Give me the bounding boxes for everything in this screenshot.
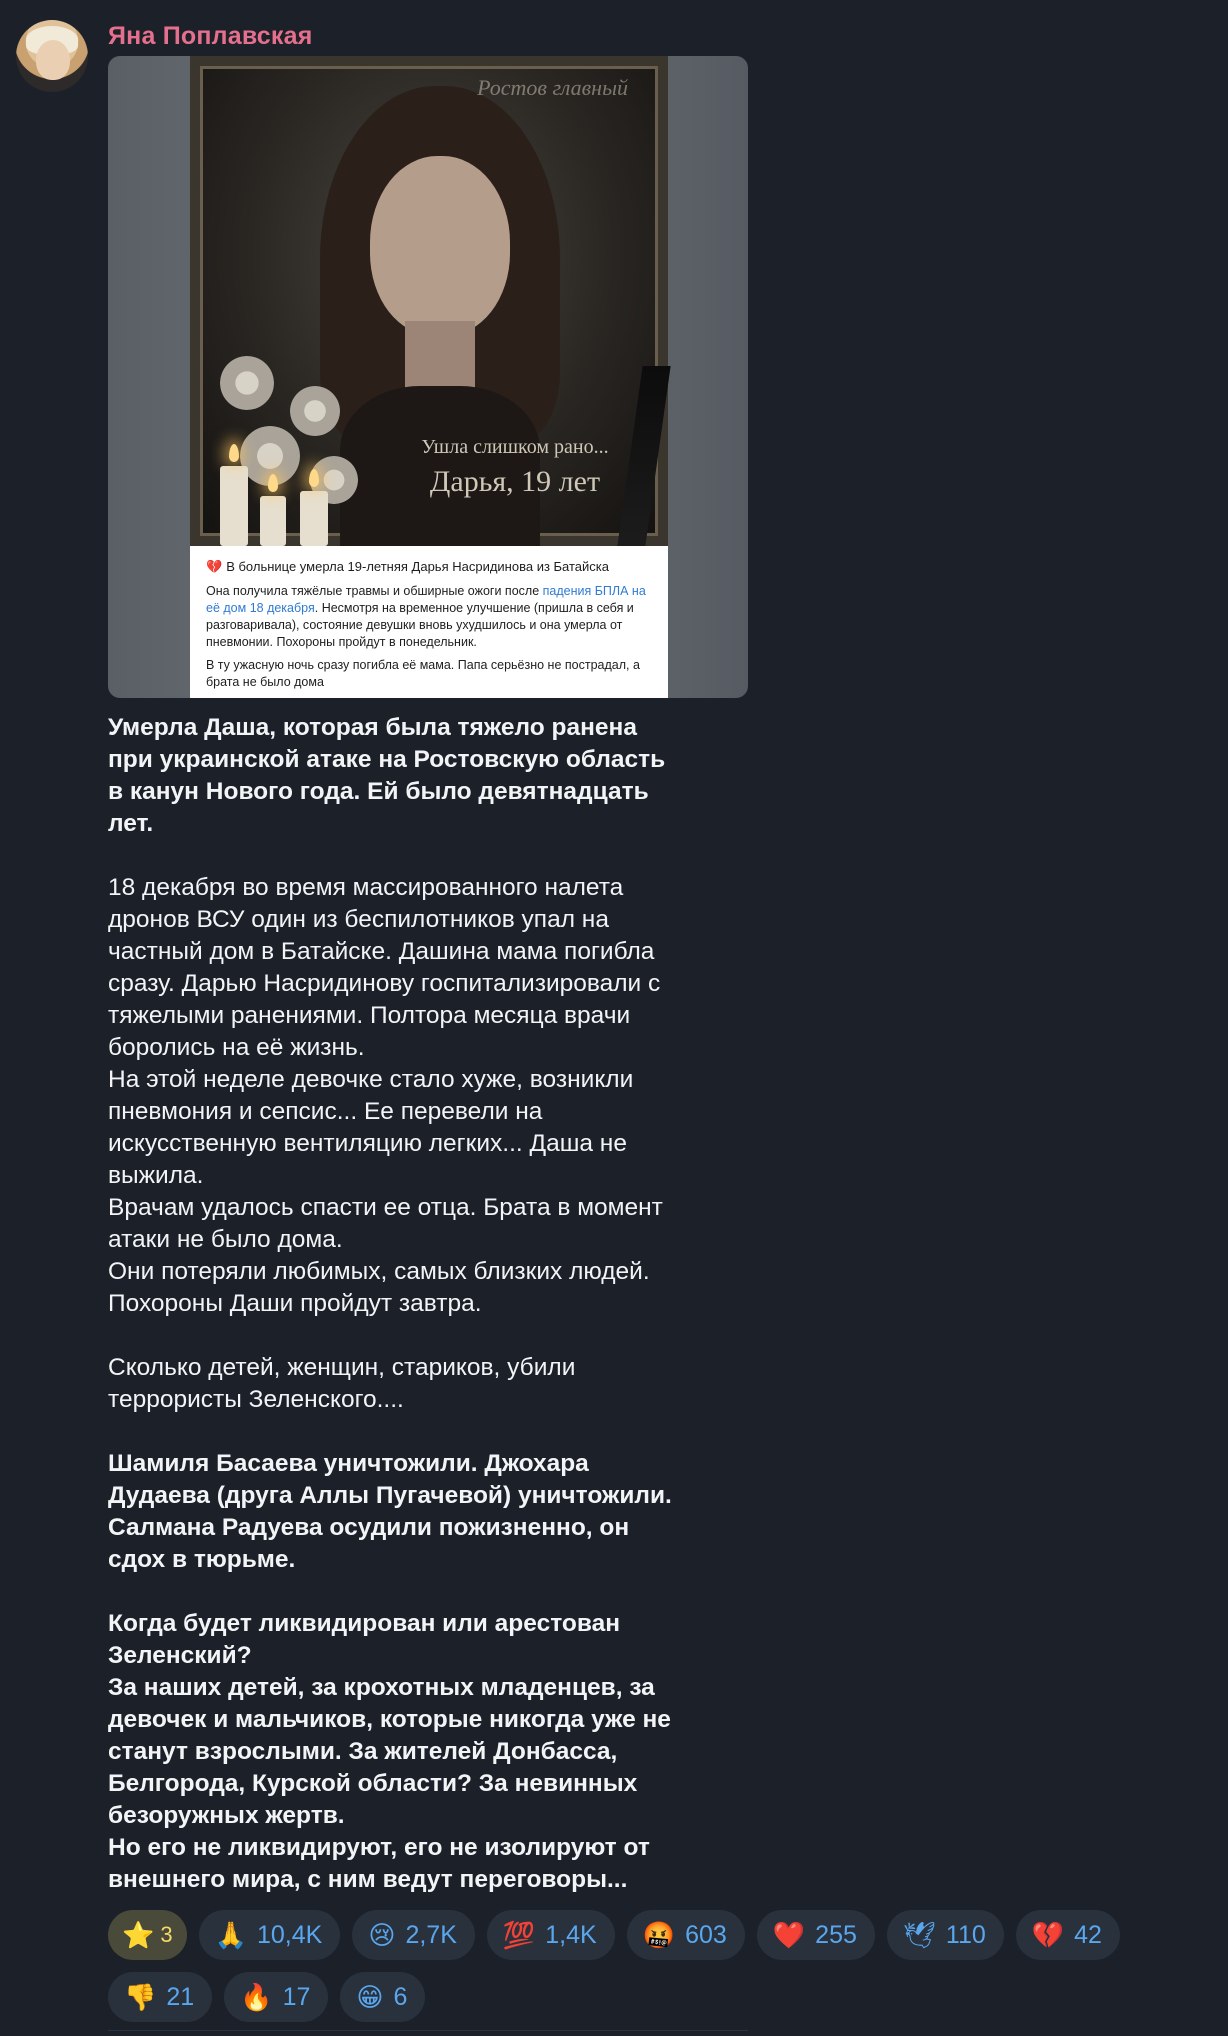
sender-name[interactable]: Яна Поплавская — [108, 22, 313, 50]
candle-flame — [229, 444, 239, 462]
avatar[interactable] — [16, 20, 88, 92]
broken-heart-icon: 💔 — [206, 559, 223, 574]
reaction-count: 603 — [685, 1920, 727, 1949]
news-link: падения БПЛА на её дом 18 декабря — [206, 584, 646, 615]
news-head-text: В больнице умерла 19-летняя Дарья Насридинова из Батайска — [226, 559, 610, 574]
watermark: Ростов главный — [477, 75, 628, 100]
message-text — [108, 712, 748, 1896]
candle — [300, 491, 328, 546]
reaction-dove[interactable] — [887, 1910, 1004, 1960]
reaction-count: 110 — [945, 1920, 986, 1949]
message-paragraph-3: Сколько детей, женщин, стариков, убили террористы Зеленского.... — [108, 1354, 576, 1413]
news-paragraph — [206, 583, 652, 651]
reaction-grin[interactable] — [340, 1972, 425, 2022]
reaction-count: 1,4K — [545, 1920, 597, 1949]
hundred-icon: 💯 — [502, 1920, 536, 1950]
news-snippet — [190, 546, 668, 698]
reaction-broken-heart[interactable] — [1016, 1910, 1120, 1960]
candle — [260, 496, 286, 546]
memorial-plaque — [390, 430, 640, 522]
avatar-face — [36, 40, 70, 80]
pray-icon: 🙏 — [214, 1920, 247, 1950]
message-paragraph-5: Когда будет ликвидирован или арестован Зеленский? За наших детей, за крохотных младенцев, за девочек и мальчиков, которые никогда уже не станут взрослыми. За жителей Донбасса, Белгорода, Курской области? За невинных безоружных жертв. Но его не ликвидируют, его не изолируют от внешнего мира, с ним ведут переговоры... — [108, 1610, 671, 1893]
news-p1-before: Она получила тяжёлые травмы и обширные ожоги после — [206, 584, 543, 598]
reaction-star[interactable] — [108, 1910, 187, 1960]
reaction-thumbs-down[interactable] — [108, 1972, 212, 2022]
reaction-count: 3 — [160, 1922, 173, 1947]
reaction-cry[interactable] — [352, 1910, 475, 1960]
star-icon: ⭐ — [122, 1920, 155, 1950]
crying-face-icon: 😢 — [368, 1920, 396, 1950]
divider — [108, 2030, 748, 2031]
message-photo[interactable] — [108, 56, 748, 698]
reaction-pray[interactable] — [199, 1910, 341, 1960]
thumbs-down-icon: 👎 — [124, 1982, 157, 2012]
reaction-heart[interactable] — [757, 1910, 875, 1960]
portrait-face — [370, 156, 510, 336]
roses-decoration — [200, 346, 370, 556]
reaction-count: 42 — [1074, 1920, 1102, 1949]
plaque-line2: Дарья, 19 лет — [429, 465, 601, 498]
message-paragraph-1: Умерла Даша, которая была тяжело ранена при украинской атаке на Ростовскую область в канун Нового года. Ей было девятнадцать лет. — [108, 714, 666, 837]
reaction-count: 17 — [282, 1982, 311, 2011]
candle — [220, 466, 248, 546]
reactions-bar — [108, 1910, 1218, 2022]
news-paragraph-2: В ту ужасную ночь сразу погибла её мама. Папа серьёзно не пострадал, а брата не было дома — [206, 658, 640, 689]
dove-icon: 🕊 — [902, 1920, 936, 1950]
reaction-count: 10,4K — [257, 1920, 323, 1949]
reaction-count: 6 — [393, 1982, 408, 2011]
angry-face-icon: 🤬 — [642, 1920, 676, 1950]
reaction-count: 2,7K — [405, 1920, 457, 1949]
plaque-line1: Ушла слишком рано... — [421, 436, 609, 458]
rose — [290, 386, 340, 436]
reaction-hundred[interactable] — [487, 1910, 615, 1960]
fire-icon: 🔥 — [240, 1982, 273, 2012]
grinning-face-icon: 😁 — [356, 1982, 384, 2012]
reaction-count: 21 — [166, 1982, 195, 2011]
photo-content — [190, 56, 668, 698]
rose — [220, 356, 274, 410]
message-paragraph-2: 18 декабря во время массированного налета дронов ВСУ один из беспилотников упал на частный дом в Батайске. Дашина мама погибла сразу. Дарью Насридинову госпитализировали с тяжелыми ранениями. Полтора месяца врачи боролись на её жизнь. На этой неделе девочке стало хуже, возникли пневмония и сепсис... Ее перевели на искусственную вентиляцию легких... Даша не выжила. Врачам удалось спасти ее отца. Брата в момент атаки не было дома. Они потеряли любимых, самых близких людей. Похороны Даши пройдут завтра. — [108, 874, 663, 1317]
news-head — [206, 558, 652, 575]
memorial-frame — [190, 56, 668, 546]
candle-flame — [268, 474, 278, 492]
news-p1-after: . Несмотря на временное улучшение (пришла в себя и разговаривала), состояние девушки вновь ухудшилось и она умерла от пневмонии. Похороны пройдут в понедельник. — [206, 601, 634, 649]
heart-icon: ❤️ — [772, 1920, 806, 1950]
broken-heart-icon: 💔 — [1031, 1920, 1065, 1950]
reaction-angry[interactable] — [627, 1910, 745, 1960]
candle-flame — [309, 469, 319, 487]
reaction-fire[interactable] — [224, 1972, 328, 2022]
reaction-count: 255 — [815, 1920, 857, 1949]
message-paragraph-4: Шамиля Басаева уничтожили. Джохара Дудаева (друга Аллы Пугачевой) уничтожили. Салмана Радуева осудили пожизненно, он сдох в тюрьме. — [108, 1450, 672, 1573]
